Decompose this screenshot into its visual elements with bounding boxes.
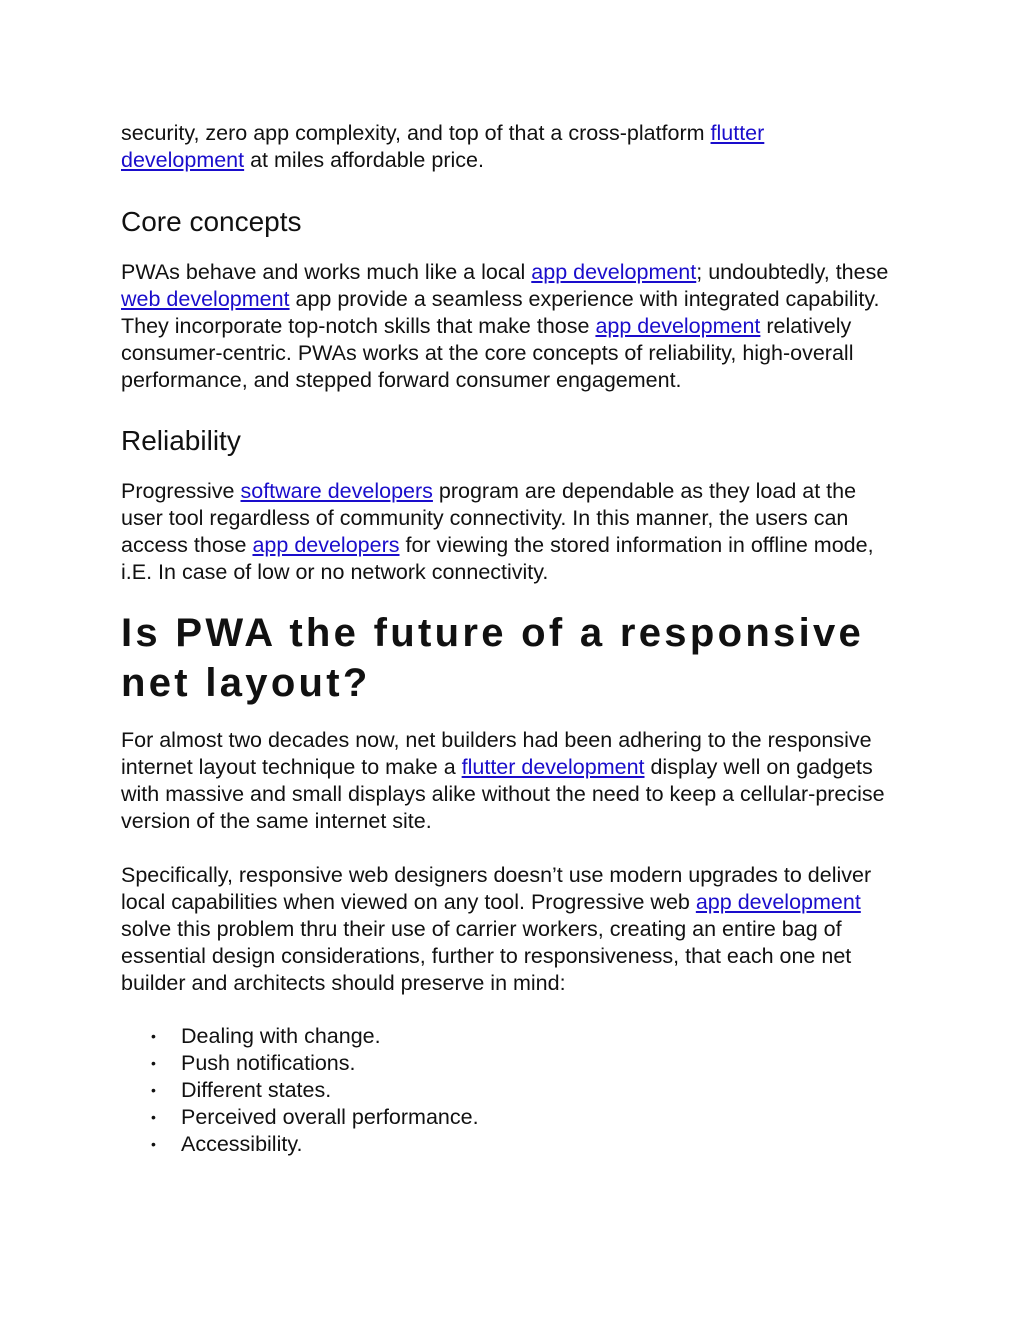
web-development-link[interactable]: web development [121,287,290,311]
intro-paragraph [121,120,841,174]
list-item-text: Dealing with change. [181,1024,381,1048]
bullet-icon: • [151,1082,156,1098]
core-concepts-paragraph [121,259,911,394]
pwa-future-paragraph-2 [121,862,911,997]
flutter-development-link[interactable]: flutter development [121,121,765,172]
list-item [121,1077,921,1104]
pwa-para2-text-1: Specifically, responsive web designers doesn’t use modern upgrades to deliver local capabilities when viewed on any tool. Progressive web [121,863,872,914]
list-item-text: Push notifications. [181,1051,356,1075]
pwa-future-paragraph-1 [121,727,901,835]
reliability-text-3: for viewing the stored information in offline mode, i.E. In case of low or no network connectivity. [121,533,874,584]
flutter-development-link-2[interactable]: flutter development [461,755,645,779]
reliability-heading: Reliability [121,425,241,456]
bullet-icon: • [151,1109,156,1125]
software-developers-link[interactable]: software developers [240,479,433,503]
app-developers-link[interactable]: app developers [252,533,400,557]
bullet-icon: • [151,1028,156,1044]
document-page [121,120,921,1158]
core-text-2: ; undoubtedly, these [696,260,889,284]
pwa-para1-text-2: display well on gadgets with massive and small displays alike without the need to keep a cellular-precise version of the same internet site. [121,755,885,833]
app-development-link[interactable]: app development [531,260,697,284]
bullet-icon: • [151,1055,156,1071]
pwa-para2-text-2: solve this problem thru their use of carrier workers, creating an entire bag of essential design considerations, further to responsiveness, that each one net builder and architects should preserve in mind: [121,917,852,995]
list-item [121,1023,921,1050]
list-item [121,1104,921,1131]
intro-text-2: at miles affordable price. [244,148,484,172]
list-item-text: Perceived overall performance. [181,1105,479,1129]
list-item [121,1131,921,1158]
list-item-text: Different states. [181,1078,332,1102]
reliability-text-2: program are dependable as they load at the user tool regardless of community connectivity. In this manner, the users can access those [121,479,857,557]
bullet-icon: • [151,1136,156,1152]
reliability-text-1: Progressive [121,479,241,503]
list-item [121,1050,921,1077]
intro-text-1: security, zero app complexity, and top of that a cross-platform [121,121,711,145]
core-text-3: app provide a seamless experience with integrated capability. They incorporate top-notch skills that make those [121,287,880,338]
core-text-1: PWAs behave and works much like a local [121,260,532,284]
considerations-list [121,1023,921,1158]
app-development-link-3[interactable]: app development [695,890,861,914]
core-concepts-heading: Core concepts [121,206,302,237]
list-item-text: Accessibility. [181,1132,303,1156]
core-text-4: relatively consumer-centric. PWAs works at the core concepts of reliability, high-overall performance, and stepped forward consumer engagement. [121,314,854,392]
pwa-para1-text-1: For almost two decades now, net builders had been adhering to the responsive internet layout technique to make a [121,728,872,779]
app-development-link-2[interactable]: app development [595,314,761,338]
reliability-paragraph [121,478,901,586]
pwa-future-heading: Is PWA the future of a responsive net layout? [121,611,865,705]
